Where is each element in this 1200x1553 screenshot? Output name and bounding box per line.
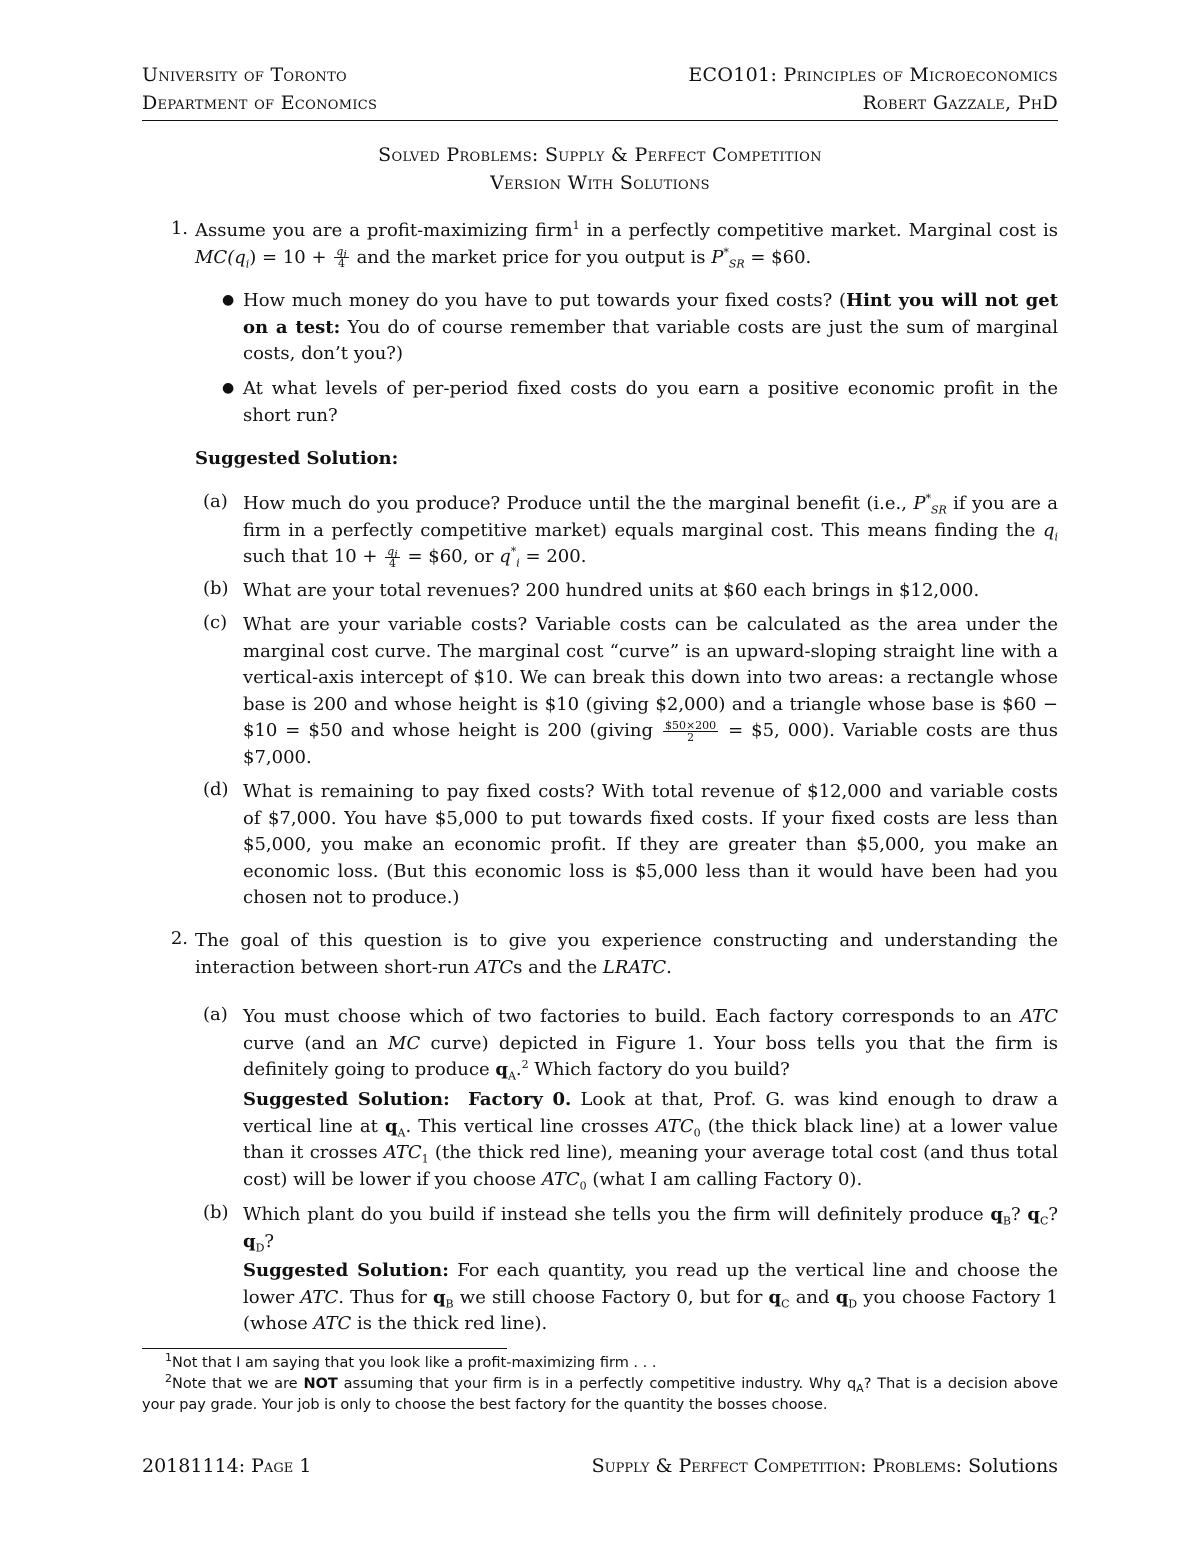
math: *: [510, 545, 517, 558]
footnote-2: [142, 1374, 1058, 1416]
math: ) = 10 +: [249, 246, 333, 268]
math: q: [1027, 1204, 1040, 1225]
q2-text: The goal of this question is to give you experience constructing and understanding the interaction between short-run: [195, 930, 1058, 978]
q2-part-b-solution: [243, 1258, 1058, 1338]
math: D: [255, 1241, 265, 1255]
q1-solution-heading: [195, 448, 398, 469]
q2-number: 2.: [170, 928, 188, 949]
part-text: if you are a firm in a perfectly competitive market) equals marginal cost. This means finding the: [243, 493, 1058, 541]
q1-text: and the market price for you output is: [350, 246, 712, 268]
q1-part-a: [243, 491, 1058, 571]
math: SR: [930, 503, 947, 517]
q2-label-a: (a): [203, 1004, 228, 1025]
math: q: [336, 245, 344, 258]
math: 2: [687, 730, 695, 744]
doc-subtitle: Version With Solutions: [490, 172, 710, 194]
q1-text: in a perfectly competitive market. Marginal cost is: [579, 220, 1058, 241]
math: i: [343, 248, 347, 262]
solution-heading: Suggested Solution:: [243, 1089, 450, 1110]
q1-text: = $60.: [744, 246, 812, 268]
q1-label-a: (a): [203, 491, 228, 512]
footer-page: 20181114: Page 1: [142, 1455, 312, 1477]
part-text: we still choose Factory 0, but for: [453, 1286, 769, 1308]
part-text: Which factory do you build?: [528, 1059, 790, 1080]
bullet-icon: ●: [222, 292, 235, 308]
math: i: [245, 257, 250, 271]
q1-part-b: What are your total revenues? 200 hundred units at $60 each brings in $12,000.: [243, 580, 980, 601]
q2-label-b: (b): [203, 1202, 229, 1223]
q1-bullet-2: At what levels of per-period fixed costs do you earn a positive economic profit in the short run?: [243, 378, 1058, 426]
math: q: [384, 1115, 398, 1137]
bullet-text: You do of course remember that variable costs are just the sum of marginal costs, don’t you?): [243, 316, 1058, 364]
math: SR: [728, 257, 745, 271]
math: A: [397, 1126, 406, 1140]
part-text: and: [789, 1286, 836, 1308]
math: i: [516, 556, 520, 570]
bullet-icon: ●: [222, 380, 235, 396]
q1-text: Assume you are a profit-maximizing firm: [195, 220, 573, 241]
part-text: . Thus for: [338, 1286, 433, 1308]
part-text: curve) depicted in Figure 1. Your boss tells you that the firm is definitely going to produce: [243, 1032, 1058, 1080]
math: q: [243, 1230, 256, 1252]
math: q: [495, 1059, 508, 1080]
q1-prompt: [195, 218, 1058, 271]
footnote-rule: [142, 1348, 507, 1349]
part-text: Look at that, Prof. G. was kind enough to draw a vertical line at: [243, 1089, 1058, 1137]
math: ATC: [655, 1115, 694, 1137]
math: 1: [421, 1152, 429, 1166]
math: ATC: [313, 1313, 352, 1334]
math: i: [394, 547, 398, 561]
math: q: [768, 1286, 782, 1308]
q2-part-a: [243, 1004, 1058, 1084]
math: *: [723, 245, 729, 259]
q1-label-c: (c): [203, 612, 228, 633]
footnote-text: A: [856, 1381, 864, 1395]
footer-title-text: Supply & Perfect Competition: Problems:: [591, 1455, 969, 1477]
part-text: Which plant do you build if instead she tells you the firm will definitely produce: [243, 1204, 991, 1225]
math: q: [499, 546, 511, 567]
math: ATC: [475, 956, 514, 978]
bullet-bold: Hint you will not get on a test:: [243, 290, 1059, 338]
part-text: . This vertical line crosses: [405, 1115, 656, 1137]
q2-text: s and the: [513, 956, 603, 978]
part-text: ?: [1048, 1204, 1059, 1225]
q1-number: 1.: [170, 218, 188, 239]
math: ATC: [383, 1142, 422, 1163]
footer-title: [592, 1455, 1058, 1477]
footnote-text: Not that I am saying that you look like a profit-maximizing firm . . .: [172, 1355, 657, 1371]
math: C: [1039, 1214, 1049, 1228]
footnote-mark: 2: [165, 1372, 172, 1386]
footnote-text: Note that we are: [172, 1376, 304, 1392]
math: 0: [579, 1179, 587, 1193]
part-text: You must choose which of two factories to build. Each factory corresponds to an: [243, 1006, 1021, 1027]
footnote-ref-2[interactable]: 2: [521, 1058, 529, 1071]
math: ATC: [541, 1168, 580, 1190]
part-text: (the thick red line), meaning your average total cost (and thus total cost) will be lower if you choose: [243, 1142, 1058, 1190]
footnote-text: assuming that your firm is in a perfectly competitive industry. Why q: [337, 1376, 857, 1392]
part-text: ?: [1011, 1204, 1028, 1225]
part-text: (what I am calling Factory 0).: [586, 1168, 863, 1190]
q2-part-a-solution: [243, 1087, 1058, 1193]
footnote-text: ? That is a decision above your pay grade. Your job is only to choose the best factory for the quantity the bosses choose.: [142, 1376, 1059, 1413]
q1-part-d: What is remaining to pay fixed costs? With total revenue of $12,000 and variable costs of $7,000. You have $5,000 to put towards fixed costs. If your fixed costs are less than $5,000, you make an economic profit. If they are greater than $5,000, you make an economic loss. (But this economic loss is $5,000 less than it would have been had you chosen not to produce.): [243, 781, 1058, 908]
math: $50×200: [664, 718, 717, 732]
part-text: For each quantity, you read up the vertical line and choose the lower: [243, 1260, 1058, 1308]
fraction: [334, 246, 349, 269]
part-text: What are your variable costs? Variable costs can be calculated as the area under the marginal cost curve. The marginal cost “curve” is an upward-sloping straight line with a vertical-axis intercept of $10. We can break this down into two areas: a rectangle whose base is 200 and whose height is $10 (giving $2,000) and a triangle whose base is $60 − $10 = $50 and whose height is 200 (giving: [243, 614, 1058, 741]
part-text: ?: [264, 1230, 275, 1252]
math: P: [711, 246, 724, 268]
footnote-ref-1[interactable]: 1: [572, 219, 580, 232]
math: ATC: [1020, 1006, 1058, 1027]
part-text: you choose Factory 1 (whose: [243, 1286, 1058, 1334]
part-text: curve (and an: [243, 1032, 389, 1054]
math: LRATC: [602, 956, 667, 978]
part-text: such that 10 +: [243, 546, 384, 567]
fraction: [385, 546, 400, 569]
math: B: [445, 1297, 454, 1311]
header-department: Department of Economics: [142, 92, 378, 114]
math: q: [990, 1204, 1003, 1225]
part-text: = $5, 000). Variable costs are thus $7,000.: [243, 720, 1058, 768]
solution-answer: Factory 0.: [468, 1089, 572, 1110]
part-text: = 200.: [519, 546, 587, 567]
math: q: [835, 1286, 849, 1308]
q2-intro: [195, 928, 1058, 981]
math: q: [432, 1286, 446, 1308]
math: MC(q: [195, 246, 246, 268]
math: A: [507, 1069, 516, 1083]
q1-label-b: (b): [203, 578, 229, 599]
q1-bullet-1: [243, 288, 1058, 368]
q2-text: .: [666, 956, 672, 978]
part-text: (the thick black line) at a lower value than it crosses: [243, 1115, 1059, 1163]
math: 4: [388, 556, 396, 570]
bullet-text: How much money do you have to put towards your fixed costs? (: [243, 290, 847, 311]
math: B: [1002, 1214, 1012, 1228]
math: 4: [338, 257, 346, 270]
part-text: is the thick red line).: [351, 1313, 548, 1334]
header-university: University of Toronto: [142, 64, 348, 86]
header-author: Robert Gazzale, PhD: [862, 92, 1058, 114]
solution-heading: Suggested Solution:: [243, 1260, 449, 1281]
footer-title-text: Solutions: [968, 1455, 1058, 1477]
header-rule: [142, 120, 1058, 121]
header-course: ECO101: Principles of Microeconomics: [688, 64, 1058, 86]
q1-part-c: [243, 612, 1058, 771]
math: 0: [693, 1126, 701, 1140]
footnote-bold: NOT: [303, 1376, 338, 1392]
math: q: [1042, 519, 1055, 541]
solution-heading: Suggested Solution:: [195, 448, 399, 469]
part-text: = $60, or: [401, 546, 500, 567]
math: *: [925, 492, 931, 505]
doc-title: Solved Problems: Supply & Perfect Competition: [378, 144, 822, 166]
fraction: [663, 720, 718, 743]
footnote-1: [165, 1353, 1058, 1374]
q2-part-b: [243, 1202, 1058, 1255]
footnote-mark: 1: [165, 1351, 172, 1365]
math: C: [781, 1297, 790, 1311]
math: q: [387, 544, 395, 558]
math: ATC: [300, 1286, 339, 1308]
q1-label-d: (d): [203, 779, 229, 800]
part-text: How much do you produce? Produce until the the marginal benefit (i.e.,: [243, 493, 914, 514]
part-text: .: [515, 1059, 522, 1080]
math: MC: [388, 1032, 421, 1054]
math: i: [1054, 530, 1058, 544]
math: D: [848, 1297, 858, 1311]
math: P: [913, 493, 926, 514]
